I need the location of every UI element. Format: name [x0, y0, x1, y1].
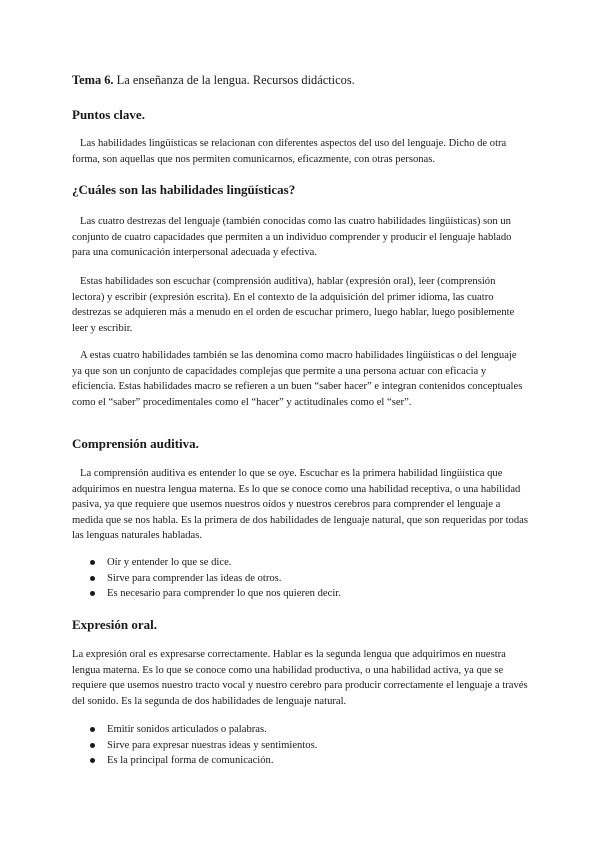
- title-label: Tema 6.: [72, 73, 114, 87]
- bullet-icon: [90, 727, 95, 732]
- list-item-text: Es la principal forma de comunicación.: [107, 755, 274, 767]
- bullet-icon: [90, 576, 95, 581]
- paragraph-cuales-3: A estas cuatro habilidades también se las denomina como macro habilidades lingüísticas o del lenguaje ya que son un conjunto de capacidades complejas que permite a una persona actuar con eficacia y eficiencia. Estas habilidades macro se refieren a un buen “saber hacer” e integran contenidos conceptuales como el “saber” procedimentales como el “hacer” y actitudinales como el “ser”.: [72, 350, 523, 408]
- list-item: [72, 722, 528, 738]
- list-item: [72, 571, 528, 587]
- list-comprension: [72, 555, 528, 602]
- paragraph-cuales-2: Estas habilidades son escuchar (comprensión auditiva), hablar (expresión oral), leer (comprensión lectora) y escribir (expresión escrita). En el contexto de la adquisición del primer idioma, las cuatro destrezas se adquieren más a menudo en el orden de escuchar primero, luego hablar, luego posiblemente leer y escribir.: [72, 276, 515, 334]
- list-item-text: Es necesario para comprender lo que nos quieren decir.: [107, 588, 341, 600]
- heading-puntos-clave: Puntos clave.: [72, 107, 145, 122]
- heading-comprension: Comprensión auditiva.: [72, 436, 199, 451]
- heading-expresion: Expresión oral.: [72, 617, 157, 632]
- paragraph-comprension: La comprensión auditiva es entender lo que se oye. Escuchar es la primera habilidad lingüística que adquirimos en nuestra lengua materna. Es lo que se conoce como una habilidad receptiva, o una habilidad pasiva, ya que requiere que usemos nuestros oídos y nuestros cerebros para comprender el lenguaje a medida que se nos habla. Es la primera de dos habilidades de lenguaje natural, que son requeridas por todas las lenguas naturales habladas.: [72, 468, 528, 542]
- paragraph-cuales-1: Las cuatro destrezas del lenguaje (también conocidas como las cuatro habilidades lingüísticas) son un conjunto de cuatro capacidades que permiten a un individuo comprender y producir el lenguaje hablado para una comunicación interpersonal adecuada y efectiva.: [72, 216, 512, 259]
- paragraph-expresion: La expresión oral es expresarse correctamente. Hablar es la segunda lengua que adquirimos en nuestra lengua materna. Es lo que se conoce como una habilidad productiva, o una habilidad activa, ya que se requiere que usemos nuestro tracto vocal y nuestro cerebro para producir correctamente el lenguaje a través del sonido. Es la segunda de dos habilidades de lenguaje natural.: [72, 649, 528, 707]
- list-item-text: Sirve para expresar nuestras ideas y sentimientos.: [107, 739, 318, 751]
- bullet-icon: [90, 758, 95, 763]
- title-text: La enseñanza de la lengua. Recursos didácticos.: [116, 73, 355, 87]
- paragraph-puntos-clave: Las habilidades lingüísticas se relacionan con diferentes aspectos del uso del lenguaje. Dicho de otra forma, son aquellas que nos permiten comunicarnos, eficazmente, con otras personas.: [72, 138, 507, 165]
- list-item-text: Emitir sonidos articulados o palabras.: [107, 724, 267, 735]
- heading-cuales: ¿Cuáles son las habilidades lingüísticas?: [72, 182, 296, 197]
- list-item-text: Sirve para comprender las ideas de otros.: [107, 572, 282, 584]
- bullet-icon: [90, 743, 95, 748]
- list-item-text: Oír y entender lo que se dice.: [107, 557, 232, 568]
- list-expresion: [72, 722, 528, 769]
- bullet-icon: [90, 560, 95, 565]
- list-item: [72, 738, 528, 754]
- list-item: [72, 586, 528, 602]
- document-title: [72, 73, 355, 88]
- bullet-icon: [90, 591, 95, 596]
- list-item: [72, 753, 528, 769]
- list-item: [72, 555, 528, 571]
